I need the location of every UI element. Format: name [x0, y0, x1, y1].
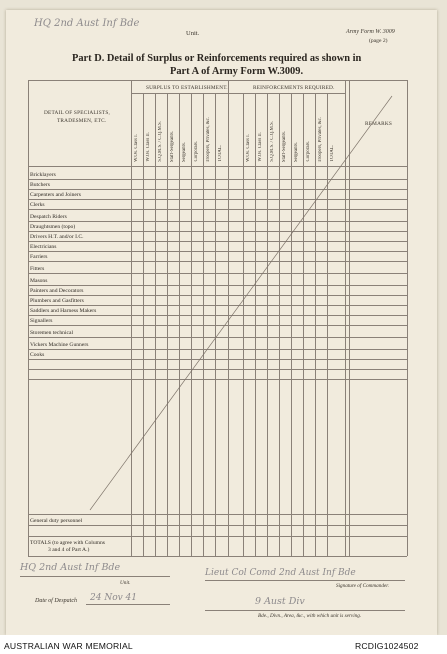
surplus-header: SURPLUS TO ESTABLISHMENT. [146, 85, 228, 91]
trade-row-label: Drivers H.T. and/or I.C. [30, 234, 84, 240]
formation-line [205, 610, 405, 611]
trade-row-label: Cooks [30, 352, 45, 358]
trade-row-label: Bricklayers [30, 172, 56, 178]
trade-row-label: Clerks [30, 202, 45, 208]
page-reference: (page 2) [369, 38, 388, 44]
reinforcement-column-header: Troopers, Privates, &c. [318, 116, 323, 162]
reinforcement-column-header: Corporals. [306, 141, 311, 162]
reinforcement-column-header: Sergeants. [294, 141, 299, 162]
surplus-column-header: W.Os. Class II. [146, 132, 151, 162]
trade-row-label: Farriers [30, 254, 48, 260]
form-reference: Army Form W. 3009 [346, 29, 395, 35]
totals-label-line2: 3 and 4 of Part A.) [48, 547, 90, 553]
form-title-line2: Part A of Army Form W.3009. [170, 66, 304, 77]
unit-signature-line [20, 576, 170, 577]
handwritten-unit-bottom: HQ 2nd Aust Inf Bde [20, 562, 121, 573]
trade-row-label: Butchers [30, 182, 50, 188]
trade-row-label: Electricians [30, 244, 57, 250]
trade-row-label: Vickers Machine Gunners [30, 342, 89, 348]
archive-name: AUSTRALIAN WAR MEMORIAL [4, 641, 133, 651]
trade-row-label: Storemen technical [30, 330, 74, 336]
trade-row-label: Masons [30, 278, 48, 284]
detail-header-line1: DETAIL OF SPECIALISTS, [44, 110, 111, 116]
trade-row-label: Plumbers and Gasfitters [30, 298, 84, 304]
archive-footer [0, 635, 447, 654]
handwritten-date: 24 Nov 41 [90, 593, 138, 603]
handwritten-formation: 9 Aust Div [255, 596, 305, 607]
trade-row-label: Carpenters and Joiners [30, 192, 81, 198]
reinforcements-header: REINFORCEMENTS REQUIRED. [253, 85, 335, 91]
signature-line [205, 580, 405, 581]
date-line [86, 604, 170, 605]
date-of-despatch-label: Date of Despatch [35, 598, 77, 604]
surplus-column-header: Troopers, Privates, &c. [206, 116, 211, 162]
trade-row-label: Signallers [30, 318, 53, 324]
reinforcement-column-header: Staff-Sergeants. [282, 130, 287, 162]
handwritten-signature: Lieut Col Comd 2nd Aust Inf Bde [205, 568, 356, 578]
reinforcement-column-header: TOTAL. [330, 145, 335, 162]
trade-row-label: Draughtsmen (topo) [30, 224, 76, 230]
surplus-column-header: S.Q.M.S. / C.Q.M.S. [158, 121, 163, 162]
detail-header-line2: TRADESMEN, ETC. [57, 118, 107, 124]
surplus-column-header: TOTAL. [218, 145, 223, 162]
surplus-column-header: Corporals. [194, 141, 199, 162]
surplus-column-header: W.Os. Class I. [134, 134, 139, 162]
general-duty-label: General duty personnel [30, 518, 83, 524]
reinforcement-column-header: W.Os. Class II. [258, 132, 263, 162]
formation-label: Bde., Divn., Area, &c., with which unit is serving. [258, 613, 362, 619]
unit-label: Unit. [186, 30, 200, 37]
unit-label-bottom: Unit. [120, 580, 131, 586]
remarks-header: REMARKS [365, 121, 393, 127]
reinforcement-column-header: W.Os. Class I. [246, 134, 251, 162]
trade-row-label: Fitters [30, 266, 45, 272]
totals-label-line1: TOTALS (to agree with Columns [30, 540, 105, 546]
signature-label: Signature of Commander. [336, 583, 389, 589]
trade-row-label: Painters and Decorators [30, 288, 84, 294]
surplus-column-header: Staff-Sergeants. [170, 130, 175, 162]
reinforcement-column-header: S.Q.M.S. / C.Q.M.S. [270, 121, 275, 162]
trade-row-label: Saddlers and Harness Makers [30, 308, 97, 314]
form-title-line1: Part D. Detail of Surplus or Reinforcements required as shown in [72, 53, 362, 64]
archive-reference: RCDIG1024502 [355, 641, 419, 651]
handwritten-unit: HQ 2nd Aust Inf Bde [34, 18, 140, 29]
surplus-column-header: Sergeants. [182, 141, 187, 162]
trade-row-label: Despatch Riders [30, 214, 67, 220]
